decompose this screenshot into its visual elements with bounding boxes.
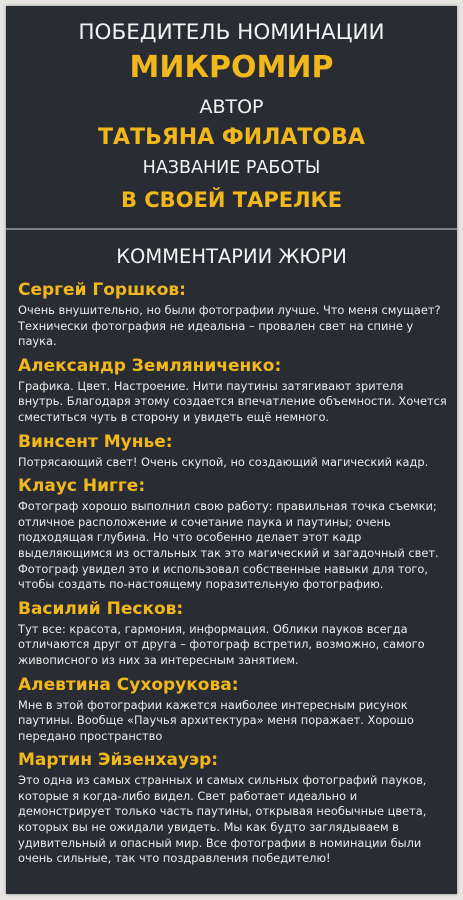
juror-name: Клаус Нигге:	[18, 476, 146, 497]
juror-name: Мартин Эйзенхауэр:	[18, 750, 219, 771]
placard-header	[6, 6, 457, 218]
author-label: АВТОР	[199, 96, 264, 118]
jury-comment	[18, 672, 447, 745]
nomination-title: МИКРОМИР	[129, 50, 334, 85]
juror-name: Василий Песков:	[18, 598, 184, 619]
juror-name: Винсент Мунье:	[18, 431, 173, 452]
jury-comment	[18, 747, 447, 867]
juror-comment-text: Тут все: красота, гармония, информация. Облики пауков всегда отличаются друг от друга – фотограф встретил, возможно, самого живописного из них за интересным занятием.	[18, 621, 425, 667]
author-name: ТАТЬЯНА ФИЛАТОВА	[98, 125, 365, 150]
juror-comment-text: Очень внушительно, но были фотографии лучше. Что меня смущает? Технически фотография не идеальна – провален свет на спине у паука.	[18, 303, 441, 349]
placard	[6, 6, 457, 894]
header-divider	[6, 228, 457, 230]
jury-comment	[18, 596, 447, 669]
nomination-label: ПОБЕДИТЕЛЬ НОМИНАЦИИ	[78, 20, 385, 45]
jury-comment	[18, 353, 447, 426]
juror-name: Сергей Горшков:	[18, 280, 186, 300]
jury-comment	[18, 429, 447, 471]
juror-comment-text: Мне в этой фотографии кажется наиболее интересным рисунок паутины. Вообще «Паучья архитектура» меня поражает. Хорошо передано пространство	[18, 697, 414, 743]
jury-comments-list	[6, 270, 457, 867]
work-label: НАЗВАНИЕ РАБОТЫ	[142, 158, 321, 178]
juror-comment-text: Потрясающий свет! Очень скупой, но создающий магический кадр.	[18, 454, 429, 469]
juror-name: Алевтина Сухорукова:	[18, 674, 239, 695]
work-title: В СВОЕЙ ТАРЕЛКЕ	[120, 188, 343, 212]
juror-comment-text: Графика. Цвет. Настроение. Нити паутины затягивают зрителя внутрь. Благодаря этому создается впечатление объемности. Хочется сместиться чуть в сторону и увидеть ещё немного.	[18, 378, 447, 424]
juror-comment-text: Фотограф хорошо выполнил свою работу: правильная точка съемки; отличное расположение и сочетание паука и паутины; очень подходящая глубина. Но что особенно делает этот кадр выделяющимся из остальных так это магический и загадочный свет. Фотограф увидел это и использовал собственные навыки для того, чтобы создать по-настоящему поразительную фотографию.	[18, 499, 439, 592]
juror-comment-text: Это одна из самых странных и самых сильных фотографий пауков, которые я когда-либо видел. Свет работает идеально и демонстрирует только часть паутины, открывая необычные цвета, которых вы не ожидали увидеть. Мы как будто заглядываем в удивительный и опасный мир. Все фотографии в номинации были очень сильные, так что поздравления победителю!	[18, 773, 427, 866]
jury-comment	[18, 473, 447, 593]
jury-comments-title: КОММЕНТАРИИ ЖЮРИ	[116, 245, 347, 268]
juror-name: Александр Земляниченко:	[18, 355, 282, 376]
jury-comment	[18, 277, 447, 350]
